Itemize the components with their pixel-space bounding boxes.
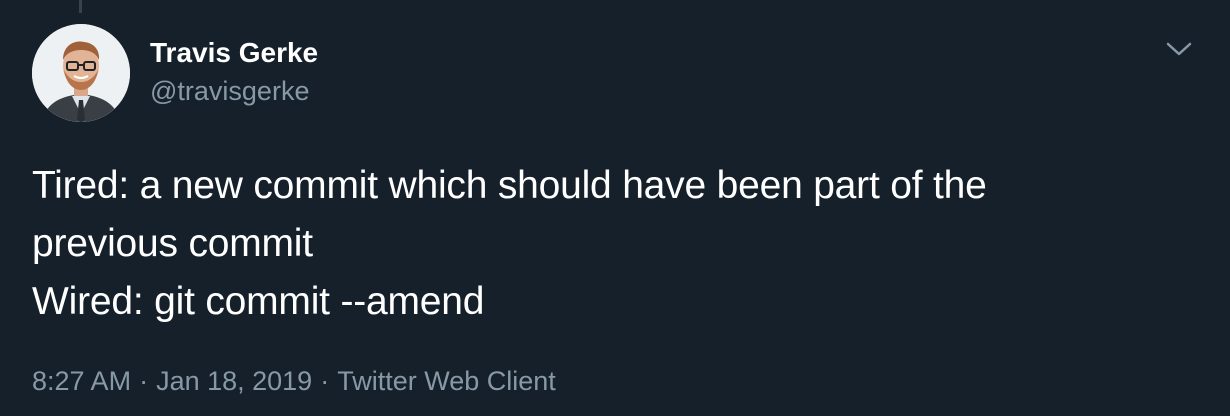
avatar-photo-icon <box>32 24 130 122</box>
meta-separator: · <box>139 366 149 396</box>
author-block <box>150 36 318 108</box>
tweet-text-line: previous commit <box>32 222 313 265</box>
meta-separator: · <box>320 366 330 396</box>
tweet-source-link[interactable]: Twitter Web Client <box>337 366 556 396</box>
tweet-timestamp-date[interactable]: Jan 18, 2019 <box>156 366 313 396</box>
tweet-meta <box>32 364 556 398</box>
author-handle[interactable]: @travisgerke <box>150 76 310 106</box>
tweet-text-line: Wired: git commit --amend <box>32 280 485 323</box>
tweet-timestamp-time[interactable]: 8:27 AM <box>32 366 132 396</box>
tweet-text <box>32 157 1202 331</box>
thread-connector-line <box>79 0 82 13</box>
tweet-text-line: Tired: a new commit which should have been part of the <box>32 164 987 207</box>
chevron-down-icon <box>1163 36 1195 62</box>
author-display-name[interactable]: Travis Gerke <box>150 37 319 68</box>
tweet-menu-button[interactable] <box>1163 36 1195 62</box>
avatar[interactable] <box>32 24 130 122</box>
